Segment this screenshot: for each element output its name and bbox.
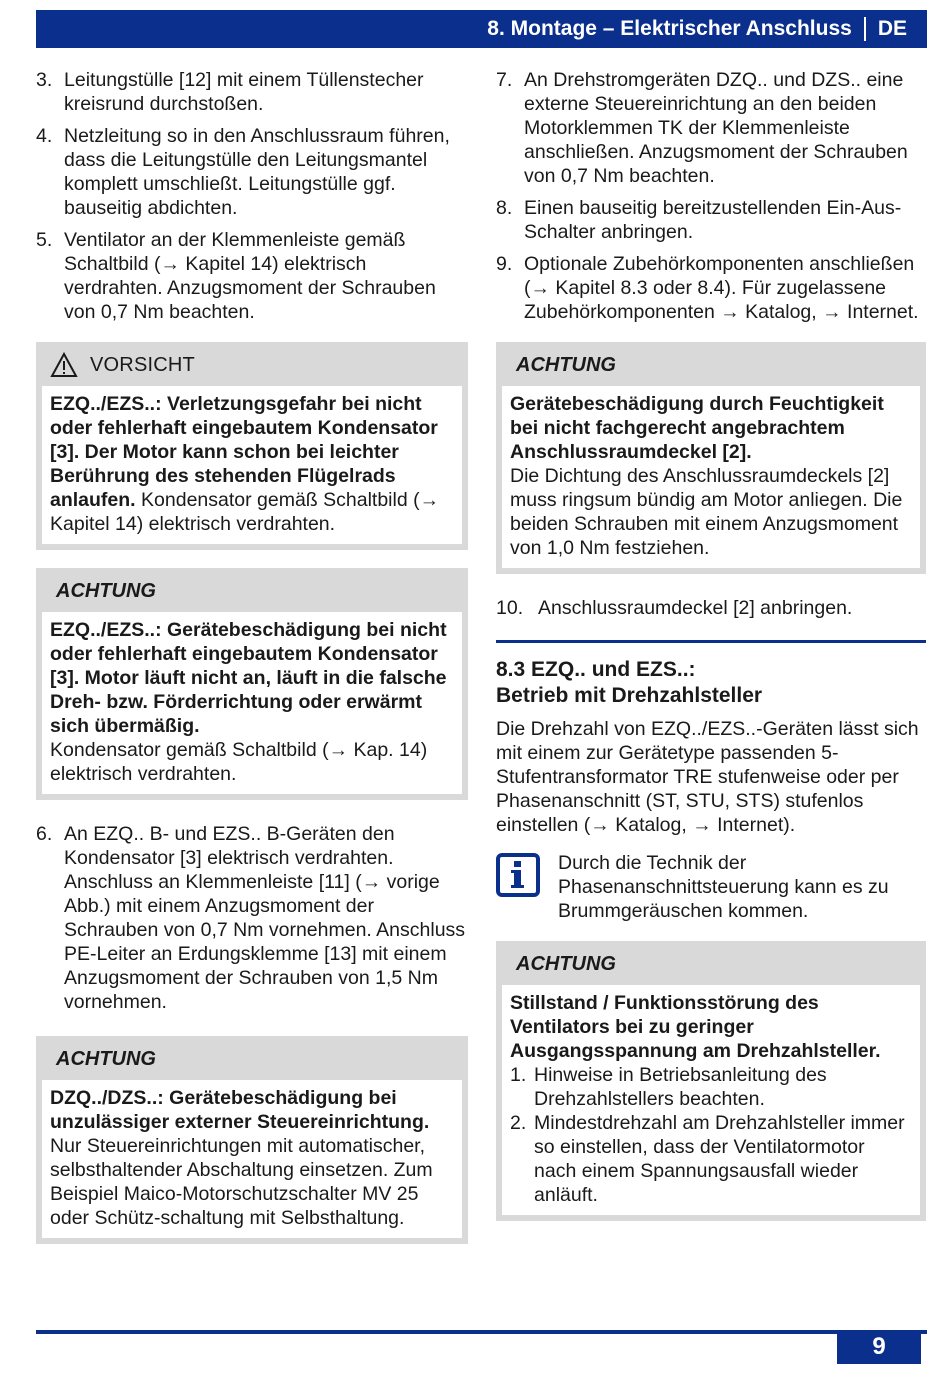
step-number: 10.: [496, 597, 524, 619]
step-text: Leitungstülle [12] mit einem Tüllenstecher kreisrund durchstoßen.: [64, 69, 424, 115]
left-column: [36, 68, 468, 1262]
header-title: [487, 17, 907, 41]
caution-header: [42, 344, 462, 386]
step-text: Einen bauseitig bereitzustellenden Ein-Aus-Schalter anbringen.: [524, 197, 902, 243]
notice-box-1: [36, 568, 468, 800]
step-3: [36, 68, 468, 116]
notice-box-3: [496, 342, 926, 574]
notice-bold-text: Gerätebeschädigung durch Feuchtigkeit bei nicht fachgerecht angebrachtem Anschlussraumdeckel [2].: [510, 393, 884, 463]
step-6: [36, 822, 468, 1014]
step-number: 6.: [36, 823, 53, 845]
step-text: An EZQ.. B- und EZS.. B-Geräten den Kondensator [3] elektrisch verdrahten. Anschluss an Klemmenleiste [11] (→ vorige Abb.) mit einem Anzugsmoment der Schrauben von 0,7 Nm vornehmen. Anschluss PE-Leiter an Erdungsklemme [13] mit einem Anzugsmoment der Schrauben von 1,5 Nm vornehmen.: [64, 823, 466, 1013]
caution-text: Kondensator gemäß Schaltbild (→ Kapitel 14) elektrisch verdrahten.: [50, 489, 440, 535]
header-separator: [864, 17, 866, 41]
right-column: [496, 68, 926, 1239]
notice-body: [502, 386, 920, 568]
notice-body: [502, 985, 920, 1215]
list-text: Hinweise in Betriebsanleitung des Drehzahlstellers beachten.: [534, 1064, 827, 1110]
notice-header: ACHTUNG: [516, 953, 616, 975]
header-section: 8. Montage – Elektrischer Anschluss: [487, 17, 852, 40]
step-text: Netzleitung so in den Anschlussraum führen, dass die Leitungstülle den Leitungsmantel komplett umschließt. Leitungstülle ggf. bauseitig abdichten.: [64, 125, 450, 219]
step-10: [496, 596, 926, 620]
notice-list-item: [510, 1111, 912, 1207]
footer-line: [36, 1330, 927, 1334]
header-lang: DE: [877, 17, 907, 40]
notice-bold-text: EZQ../EZS..: Gerätebeschädigung bei nicht oder fehlerhaft eingebautem Kondensator [3]. Motor läuft nicht an, läuft in die falsche Dreh- bzw. Förderrichtung oder erwärmt sich übermäßig.: [50, 619, 447, 737]
step-4: [36, 124, 468, 220]
info-glyph: [508, 860, 528, 890]
list-text: Mindestdrehzahl am Drehzahlsteller immer so einstellen, dass der Ventilatormotor nach einem Spannungsausfall wieder anläuft.: [534, 1112, 905, 1206]
step-number: 5.: [36, 229, 53, 251]
notice-bold-text: Stillstand / Funktionsstörung des Ventilators bei zu geringer Ausgangsspannung am Drehzahlsteller.: [510, 992, 881, 1062]
notice-header: ACHTUNG: [56, 1048, 156, 1070]
caution-body: [42, 386, 462, 544]
notice-body: [42, 612, 462, 794]
notice-header: ACHTUNG: [516, 354, 616, 376]
step-5: [36, 228, 468, 324]
notice-box-2: [36, 1036, 468, 1244]
step-text: Optionale Zubehörkomponenten anschließen (→ Kapitel 8.3 oder 8.4). Für zugelassene Zubehörkomponenten → Katalog, → Internet.: [524, 253, 919, 323]
caution-title: VORSICHT: [90, 354, 195, 376]
notice-header: ACHTUNG: [56, 580, 156, 602]
section-paragraph: Die Drehzahl von EZQ../EZS..-Geräten lässt sich mit einem zur Gerätetype passenden 5-Stufentransformator TRE stufenweise oder per Phasenanschnitt (ST, STU, STS) stufenlos einstellen (→ Katalog, → Internet).: [496, 718, 919, 836]
info-icon: [496, 853, 540, 897]
step-7: [496, 68, 926, 188]
step-9: [496, 252, 926, 324]
notice-text: Kondensator gemäß Schaltbild (→ Kap. 14) elektrisch verdrahten.: [50, 739, 428, 785]
section-divider: [496, 640, 926, 643]
notice-text: Nur Steuereinrichtungen mit automatischer, selbsthaltender Abschaltung einsetzen. Zum Beispiel Maico-Motorschutzschalter MV 25 oder Schütz-schaltung mit Selbsthaltung.: [50, 1135, 433, 1229]
step-number: 4.: [36, 125, 53, 147]
header-bar: [36, 10, 927, 48]
list-number: 1.: [510, 1064, 527, 1086]
notice-box-4: [496, 941, 926, 1221]
info-text: Durch die Technik der Phasenanschnittsteuerung kann es zu Brummgeräuschen kommen.: [558, 852, 889, 922]
step-number: 8.: [496, 197, 513, 219]
step-number: 3.: [36, 69, 53, 91]
notice-list-item: [510, 1063, 912, 1111]
step-text: Anschlussraumdeckel [2] anbringen.: [538, 597, 853, 619]
section-title-line-2: Betrieb mit Drehzahlsteller: [496, 684, 763, 707]
notice-body: [42, 1080, 462, 1238]
notice-text: Die Dichtung des Anschlussraumdeckels [2] muss ringsum bündig am Motor anliegen. Die beiden Schrauben mit einem Anzugsmoment von 1,0 Nm festziehen.: [510, 465, 903, 559]
step-8: [496, 196, 926, 244]
section-title-line-1: 8.3 EZQ.. und EZS..:: [496, 658, 696, 681]
step-text: An Drehstromgeräten DZQ.. und DZS.. eine externe Steuereinrichtung an den beiden Motorklemmen TK der Klemmenleiste anschließen. Anzugsmoment der Schrauben von 0,7 Nm beachten.: [524, 69, 908, 187]
section-title: [496, 657, 926, 709]
notice-bold-text: DZQ../DZS..: Gerätebeschädigung bei unzulässiger externer Steuereinrichtung.: [50, 1087, 430, 1133]
step-text: Ventilator an der Klemmenleiste gemäß Schaltbild (→ Kapitel 14) elektrisch verdrahten. Anzugsmoment der Schrauben von 0,7 Nm beachten.: [64, 229, 436, 323]
page-number: 9: [837, 1330, 921, 1364]
info-note: [496, 851, 926, 923]
step-number: 9.: [496, 253, 513, 275]
list-number: 2.: [510, 1112, 527, 1134]
step-number: 7.: [496, 69, 513, 91]
caution-bold-text: EZQ../EZS..: Verletzungsgefahr bei nicht oder fehlerhaft eingebautem Kondensator [3]. Der Motor kann schon bei leichter Berührung des stehenden Flügelrads anlaufen.: [50, 393, 438, 511]
warning-triangle-icon: [50, 352, 78, 378]
caution-box: [36, 342, 468, 550]
